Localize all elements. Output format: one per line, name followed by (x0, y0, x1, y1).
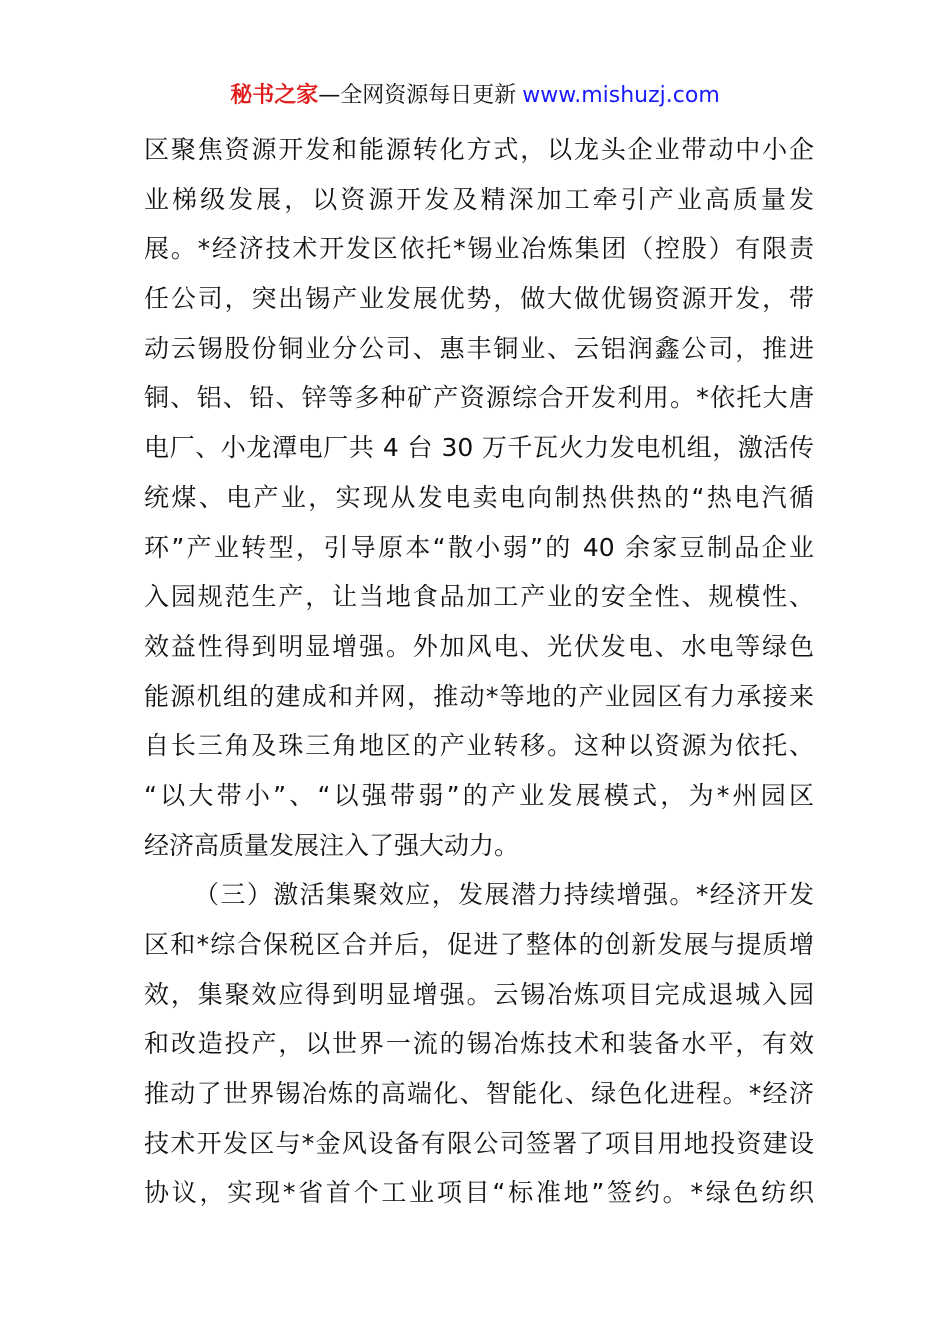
text-line: 自长三角及珠三角地区的产业转移。这种以资源为依托、 (144, 731, 814, 761)
text-line: 入园规范生产，让当地食品加工产业的安全性、规模性、 (144, 582, 814, 612)
text-line: 环”产业转型，引导原本“散小弱”的 40 余家豆制品企业 (144, 532, 814, 562)
header-url-link[interactable]: www.mishuzj.com (522, 83, 720, 108)
text-line: 技术开发区与*金风设备有限公司签署了项目用地投资建设 (144, 1128, 814, 1158)
text-line: 任公司，突出锡产业发展优势，做大做优锡资源开发，带 (144, 284, 814, 314)
paragraph (144, 125, 814, 870)
text-line: 区和*综合保税区合并后，促进了整体的创新发展与提质增 (144, 930, 814, 959)
text-line: 动云锡股份铜业分公司、惠丰铜业、云铝润鑫公司，推进 (144, 333, 814, 363)
text-line: 经济高质量发展注入了强大动力。 (144, 830, 520, 860)
text-line: 和改造投产，以世界一流的锡冶炼技术和装备水平，有效 (144, 1029, 814, 1059)
header-brand: 秘书之家 (230, 83, 319, 108)
text-line: 统煤、电产业，实现从发电卖电向制热供热的“热电汽循 (144, 482, 814, 512)
text-line: 业梯级发展，以资源开发及精深加工牵引产业高质量发 (144, 184, 814, 214)
text-line: 展。*经济技术开发区依托*锡业冶炼集团（控股）有限责 (144, 234, 814, 264)
page-header (0, 80, 950, 112)
text-line: 效，集聚效应得到明显增强。云锡冶炼项目完成退城入园 (144, 979, 814, 1009)
text-line: 效益性得到明显增强。外加风电、光伏发电、水电等绿色 (144, 631, 814, 661)
text-line: 电厂、小龙潭电厂共 4 台 30 万千瓦火力发电机组，激活传 (144, 433, 814, 463)
text-line: 铜、铝、铅、锌等多种矿产资源综合开发利用。*依托大唐 (144, 383, 814, 413)
text-line: “以大带小”、“以强带弱”的产业发展模式，为*州园区 (144, 780, 814, 810)
text-line: （三）激活集聚效应，发展潜力持续增强。*经济开发 (194, 880, 814, 910)
text-line: 区聚焦资源开发和能源转化方式，以龙头企业带动中小企 (144, 135, 814, 164)
text-line: 推动了世界锡冶炼的高端化、智能化、绿色化进程。*经济 (144, 1079, 814, 1109)
document-body (144, 125, 814, 1218)
text-line: 协议，实现*省首个工业项目“标准地”签约。*绿色纺织 (144, 1178, 814, 1208)
paragraph (144, 870, 814, 1218)
text-line: 能源机组的建成和并网，推动*等地的产业园区有力承接来 (144, 681, 814, 711)
header-tagline: —全网资源每日更新 (318, 83, 517, 108)
